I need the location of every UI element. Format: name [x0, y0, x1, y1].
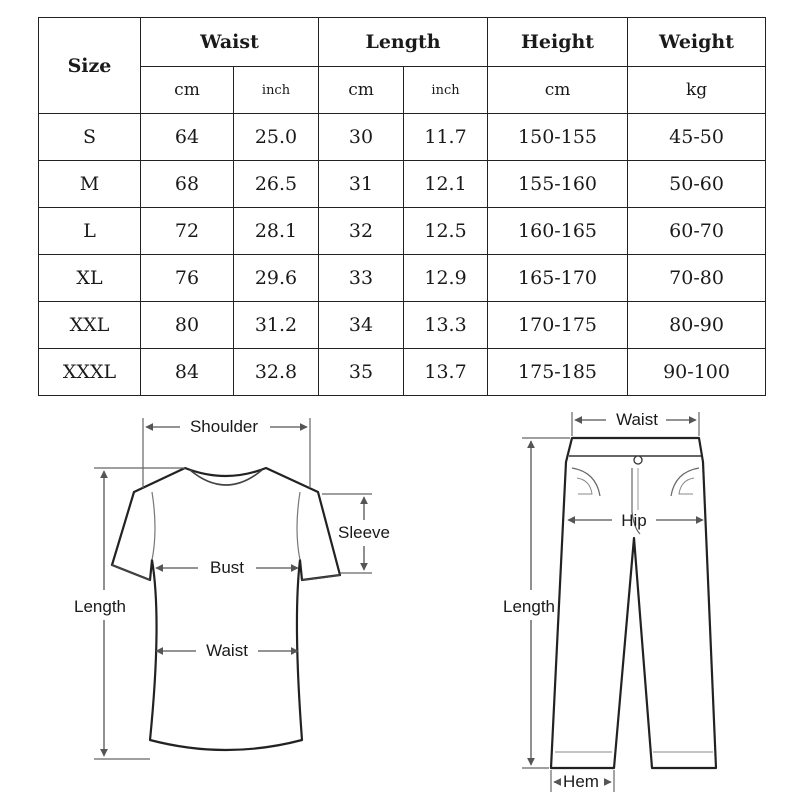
hem-label: Hem [563, 772, 599, 791]
table-cell: 29.6 [234, 255, 319, 302]
table-cell: 45-50 [628, 114, 766, 161]
length-header: Length [319, 18, 488, 67]
table-cell: 12.1 [404, 161, 488, 208]
table-cell: 84 [141, 349, 234, 396]
table-row [39, 161, 766, 208]
unit-cell: cm [488, 67, 628, 114]
table-cell: 175-185 [488, 349, 628, 396]
table-cell: 50-60 [628, 161, 766, 208]
unit-cell: cm [319, 67, 404, 114]
table-cell: 11.7 [404, 114, 488, 161]
waist-header: Waist [141, 18, 319, 67]
table-row [39, 255, 766, 302]
table-cell: 80 [141, 302, 234, 349]
table-cell: 90-100 [628, 349, 766, 396]
size-cell: S [39, 114, 141, 161]
table-cell: 31 [319, 161, 404, 208]
unit-cell: inch [234, 67, 319, 114]
table-cell: 72 [141, 208, 234, 255]
sleeve-label: Sleeve [338, 523, 390, 542]
unit-cell: kg [628, 67, 766, 114]
table-cell: 60-70 [628, 208, 766, 255]
size-chart-table [38, 17, 766, 396]
shirt-length-label: Length [74, 597, 126, 616]
table-cell: 13.7 [404, 349, 488, 396]
table-cell: 70-80 [628, 255, 766, 302]
pants-illustration [551, 438, 716, 768]
shoulder-label: Shoulder [189, 417, 259, 436]
size-header: Size [39, 18, 141, 114]
pants-waist-measure [572, 410, 699, 436]
unit-cell: inch [404, 67, 488, 114]
pants-waist-label: Waist [616, 410, 658, 429]
table-cell: 32 [319, 208, 404, 255]
bust-label: Bust [209, 558, 245, 577]
table-cell: 12.9 [404, 255, 488, 302]
table-cell: 12.5 [404, 208, 488, 255]
tshirt-illustration [112, 468, 340, 750]
table-cell: 25.0 [234, 114, 319, 161]
table-cell: 155-160 [488, 161, 628, 208]
table-row [39, 349, 766, 396]
height-header: Height [488, 18, 628, 67]
table-cell: 34 [319, 302, 404, 349]
table-cell: 165-170 [488, 255, 628, 302]
table-header-row [39, 18, 766, 67]
table-cell: 28.1 [234, 208, 319, 255]
table-cell: 33 [319, 255, 404, 302]
size-cell: XXXL [39, 349, 141, 396]
size-cell: XL [39, 255, 141, 302]
table-cell: 76 [141, 255, 234, 302]
table-cell: 80-90 [628, 302, 766, 349]
table-cell: 26.5 [234, 161, 319, 208]
hem-measure [551, 770, 614, 792]
table-cell: 13.3 [404, 302, 488, 349]
table-cell: 64 [141, 114, 234, 161]
table-cell: 35 [319, 349, 404, 396]
table-cell: 30 [319, 114, 404, 161]
table-cell: 31.2 [234, 302, 319, 349]
measurement-diagram [0, 400, 800, 800]
table-cell: 150-155 [488, 114, 628, 161]
table-cell: 160-165 [488, 208, 628, 255]
size-cell: XXL [39, 302, 141, 349]
table-cell: 32.8 [234, 349, 319, 396]
table-row [39, 208, 766, 255]
table-cell: 170-175 [488, 302, 628, 349]
weight-header: Weight [628, 18, 766, 67]
table-row [39, 302, 766, 349]
size-cell: L [39, 208, 141, 255]
table-unit-row [39, 67, 766, 114]
unit-cell: cm [141, 67, 234, 114]
table-row [39, 114, 766, 161]
pants-length-label: Length [503, 597, 555, 616]
table-cell: 68 [141, 161, 234, 208]
hip-label: Hip [621, 511, 647, 530]
shirt-waist-label: Waist [206, 641, 248, 660]
size-cell: M [39, 161, 141, 208]
